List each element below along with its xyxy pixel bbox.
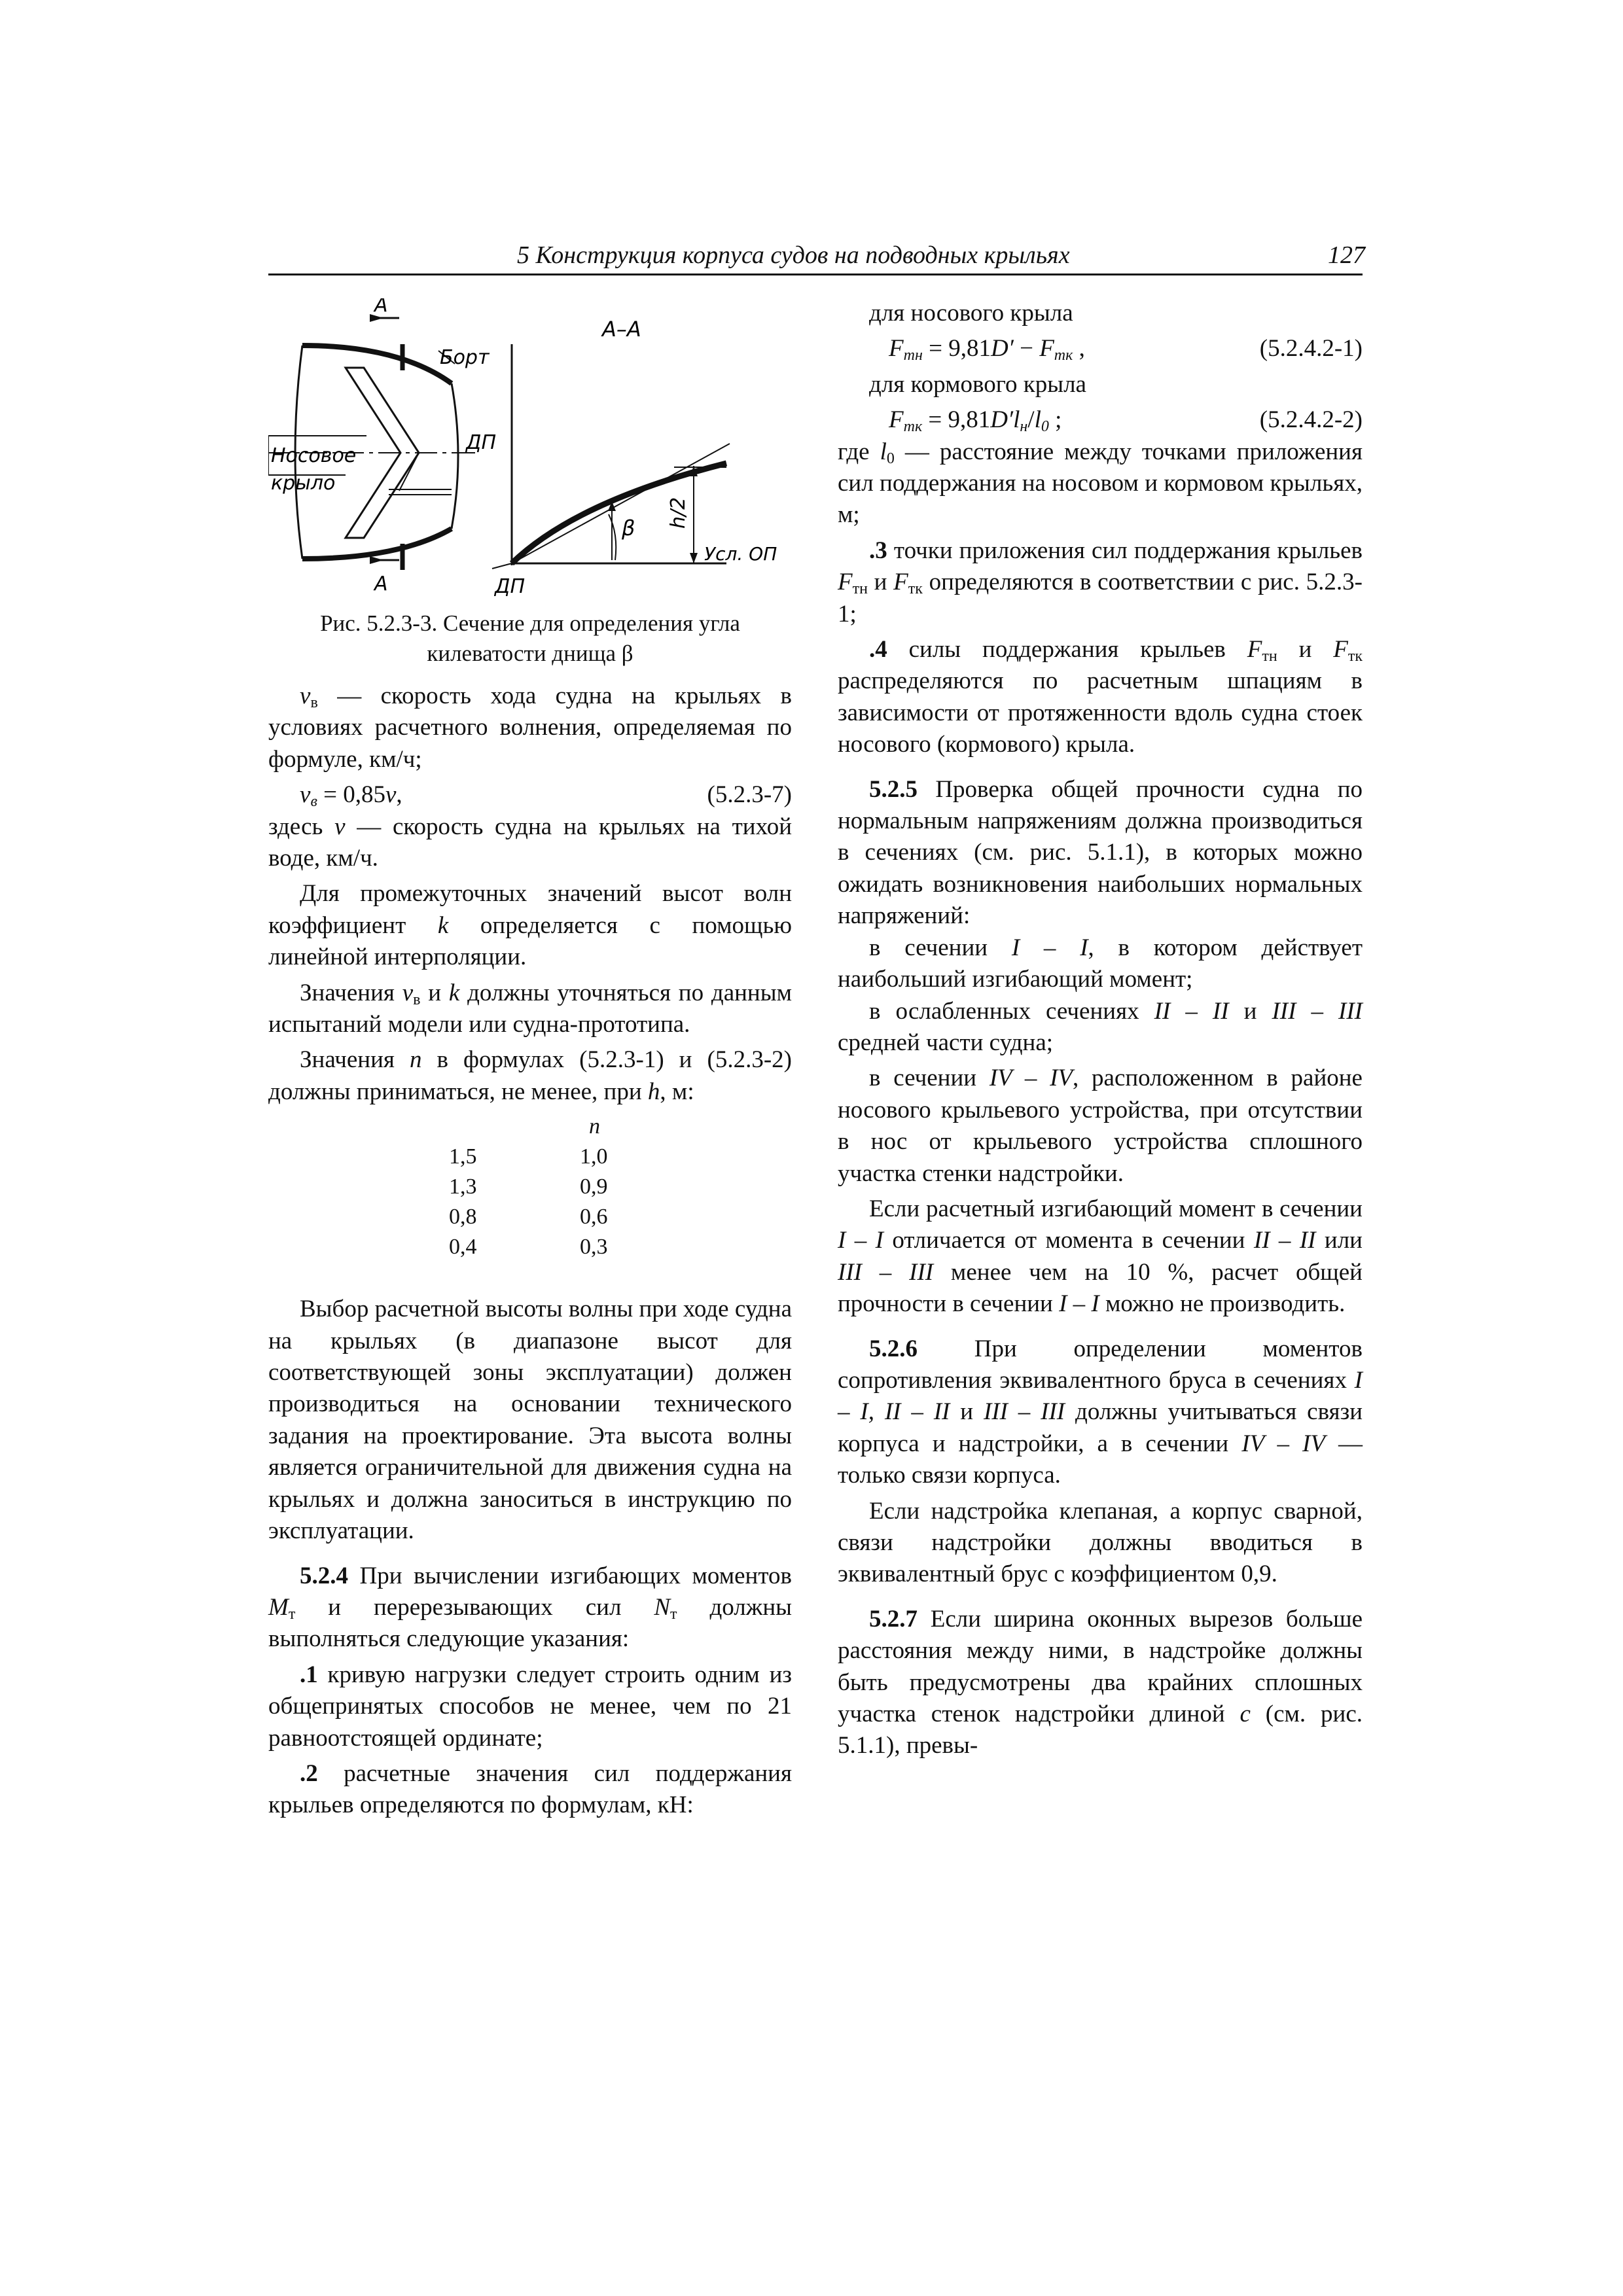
label-section-mark-top: А xyxy=(374,298,388,317)
label-dp-section: ДП xyxy=(495,575,525,598)
paragraph-moment-difference: Если расчетный изгибающий момент в сечении I – I отличается от момента в сечении II – II или III – III менее чем на 10 %, расчет общей прочности в сечении I – I можно не производить. xyxy=(838,1195,1363,1318)
hull-side-line xyxy=(452,383,458,529)
tangent-line xyxy=(512,444,730,563)
table-cell-h: 1,5 xyxy=(449,1144,477,1169)
paragraph-wave-height: Выбор расчетной высоты волны при ходе судна на крыльях (в диапазоне высот для соответствующей зоны эксплуатации) должен производиться на основании технического задания на проектирование. Эта высота волны является ограничительной для движения судна на крыльях и должна заноситься в инструкцию по эксплуатации. xyxy=(268,1296,792,1545)
table-cell-n: 0,3 xyxy=(580,1235,608,1260)
section-5-2-5: 5.2.5 Проверка общей прочности судна по нормальным напряжениям должна производиться в сечениях (см. рис. 5.1.1), в которых можно ожидать возникновения наибольших нормальных напряжений: xyxy=(838,775,1363,930)
table-cell-n: 0,9 xyxy=(580,1174,608,1199)
figure-5-2-3-3 xyxy=(268,298,792,606)
figure-caption-line-1: Рис. 5.2.3-3. Сечение для определения угла xyxy=(320,610,740,636)
label-krylo: крыло xyxy=(271,472,336,495)
table-cell-n: 1,0 xyxy=(580,1144,608,1169)
formula-number: (5.2.4.2-2) xyxy=(1259,406,1363,434)
label-h-half: h/2 xyxy=(667,497,690,529)
text-bow-wing: для носового крыла xyxy=(869,300,1073,327)
item-5-2-4-4: .4 силы поддержания крыльев $F_{тн}$ и $F_{тк}$ распределяются по расчетным шпациям в зависимости от протяженности вдоль судна стоек носового (кормового) крыла. xyxy=(838,636,1363,758)
label-dp-plan: ДП xyxy=(466,431,496,454)
bullet-section-1: в сечении I – I, в котором действует наибольший изгибающий момент; xyxy=(838,934,1363,993)
wing-strut-line xyxy=(399,453,419,491)
item-5-2-4-2: .2 расчетные значения сил поддержания крыльев определяются по формулам, кН: xyxy=(268,1759,792,1819)
paragraph-vv-definition: $v_в$ — скорость хода судна на крыльях в условиях расчетного волнения, определяемая по формуле, км/ч; xyxy=(268,682,792,773)
label-beta: β xyxy=(622,516,635,540)
bort-line-bottom xyxy=(302,529,452,559)
table-cell-h: 0,8 xyxy=(449,1205,477,1229)
formula-number: (5.2.3-7) xyxy=(707,781,792,809)
n-values-table xyxy=(268,1112,792,1282)
table-cell-h: 1,3 xyxy=(449,1174,477,1199)
label-nosovoe: Носовое xyxy=(271,444,357,467)
header-rule xyxy=(268,274,1363,275)
left-column xyxy=(268,680,792,1822)
paragraph-n-values: Значения n в формулах (5.2.3-1) и (5.2.3-2) должны приниматься, не менее, при h, м: xyxy=(268,1046,792,1105)
item-5-2-4-3: .3 точки приложения сил поддержания крыльев $F_{тн}$ и $F_{тк}$ определяются в соответствии с рис. 5.2.3-1; xyxy=(838,537,1363,627)
paragraph-l0-definition: где $l_0$ — расстояние между точками приложения сил поддержания на носовом и кормовом крыльях, м; xyxy=(838,438,1363,529)
section-5-2-4: 5.2.4 При вычислении изгибающих моментов $M_т$ и перерезывающих сил $N_т$ должны выполняться следующие указания: xyxy=(268,1562,792,1653)
formula-5-2-4-2-2: $F_{тк} = 9,81D'l_н/l_0$ ; (5.2.4.2-2) xyxy=(838,404,1363,436)
table-header-n: n xyxy=(589,1114,600,1139)
table-cell-n: 0,6 xyxy=(580,1205,608,1229)
bullet-section-2-3: в ослабленных сечениях II – II и III – III средней части судна; xyxy=(838,997,1363,1056)
table-cell-h: 0,4 xyxy=(449,1235,477,1260)
formula-number: (5.2.4.2-1) xyxy=(1259,335,1363,362)
formula-5-2-3-7: $v_в = 0,85v$, (5.2.3-7) xyxy=(268,779,792,811)
bullet-section-4: в сечении IV – IV, расположенном в районе носового крыльевого устройства, при отсутствии в нос от крыльевого устройства сплошного участка стенки надстройки. xyxy=(838,1065,1363,1187)
figure-caption xyxy=(268,609,792,669)
label-bort: Борт xyxy=(440,346,490,369)
paragraph-interpolation: Для промежуточных значений высот волн коэффициент k определяется с помощью линейной интерполяции. xyxy=(268,880,793,971)
figure-caption-line-2: килеватости днища β xyxy=(427,641,633,666)
figure-drawing xyxy=(268,298,792,606)
section-5-2-7: 5.2.7 Если ширина оконных вырезов больше расстояния между ними, в надстройке должны быть предусмотрены два крайних сплошных участка стенок надстройки длиной c (см. рис. 5.1.1), превы- xyxy=(838,1605,1363,1759)
label-section-title: А–А xyxy=(602,317,641,342)
text-stern-wing: для кормового крыла xyxy=(869,370,1086,398)
label-section-mark-bottom: А xyxy=(374,573,388,595)
section-5-2-6: 5.2.6 При определении моментов сопротивления эквивалентного бруса в сечениях I – I, II – II и III – III должны учитываться связи корпуса и надстройки, а в сечении IV – IV — только связи корпуса. xyxy=(838,1335,1363,1489)
bort-line-top xyxy=(302,345,452,383)
item-5-2-4-1: .1 кривую нагрузки следует строить одним из общепринятых способов не менее, чем по 21 равноотстоящей ординате; xyxy=(268,1661,792,1752)
running-header-title: 5 Конструкция корпуса судов на подводных крыльях xyxy=(517,241,1070,269)
paragraph-riveted-superstructure: Если надстройка клепаная, а корпус сварной, связи надстройки должны вводиться в эквивалентный брус с коэффициентом 0,9. xyxy=(838,1497,1363,1588)
paragraph-v-definition: здесь v — скорость судна на крыльях на тихой воде, км/ч. xyxy=(268,813,793,872)
page-number: 127 xyxy=(1328,241,1365,269)
formula-5-2-4-2-1: $F_{тн} = 9,81D' - F_{тк}$ , (5.2.4.2-1) xyxy=(838,333,1363,364)
paragraph-refinement: Значения $v_в$ и k должны уточняться по данным испытаний модели или судна-прототипа. xyxy=(268,979,792,1038)
right-column xyxy=(838,298,1363,1762)
label-usl-op: Усл. ОП xyxy=(704,543,777,565)
